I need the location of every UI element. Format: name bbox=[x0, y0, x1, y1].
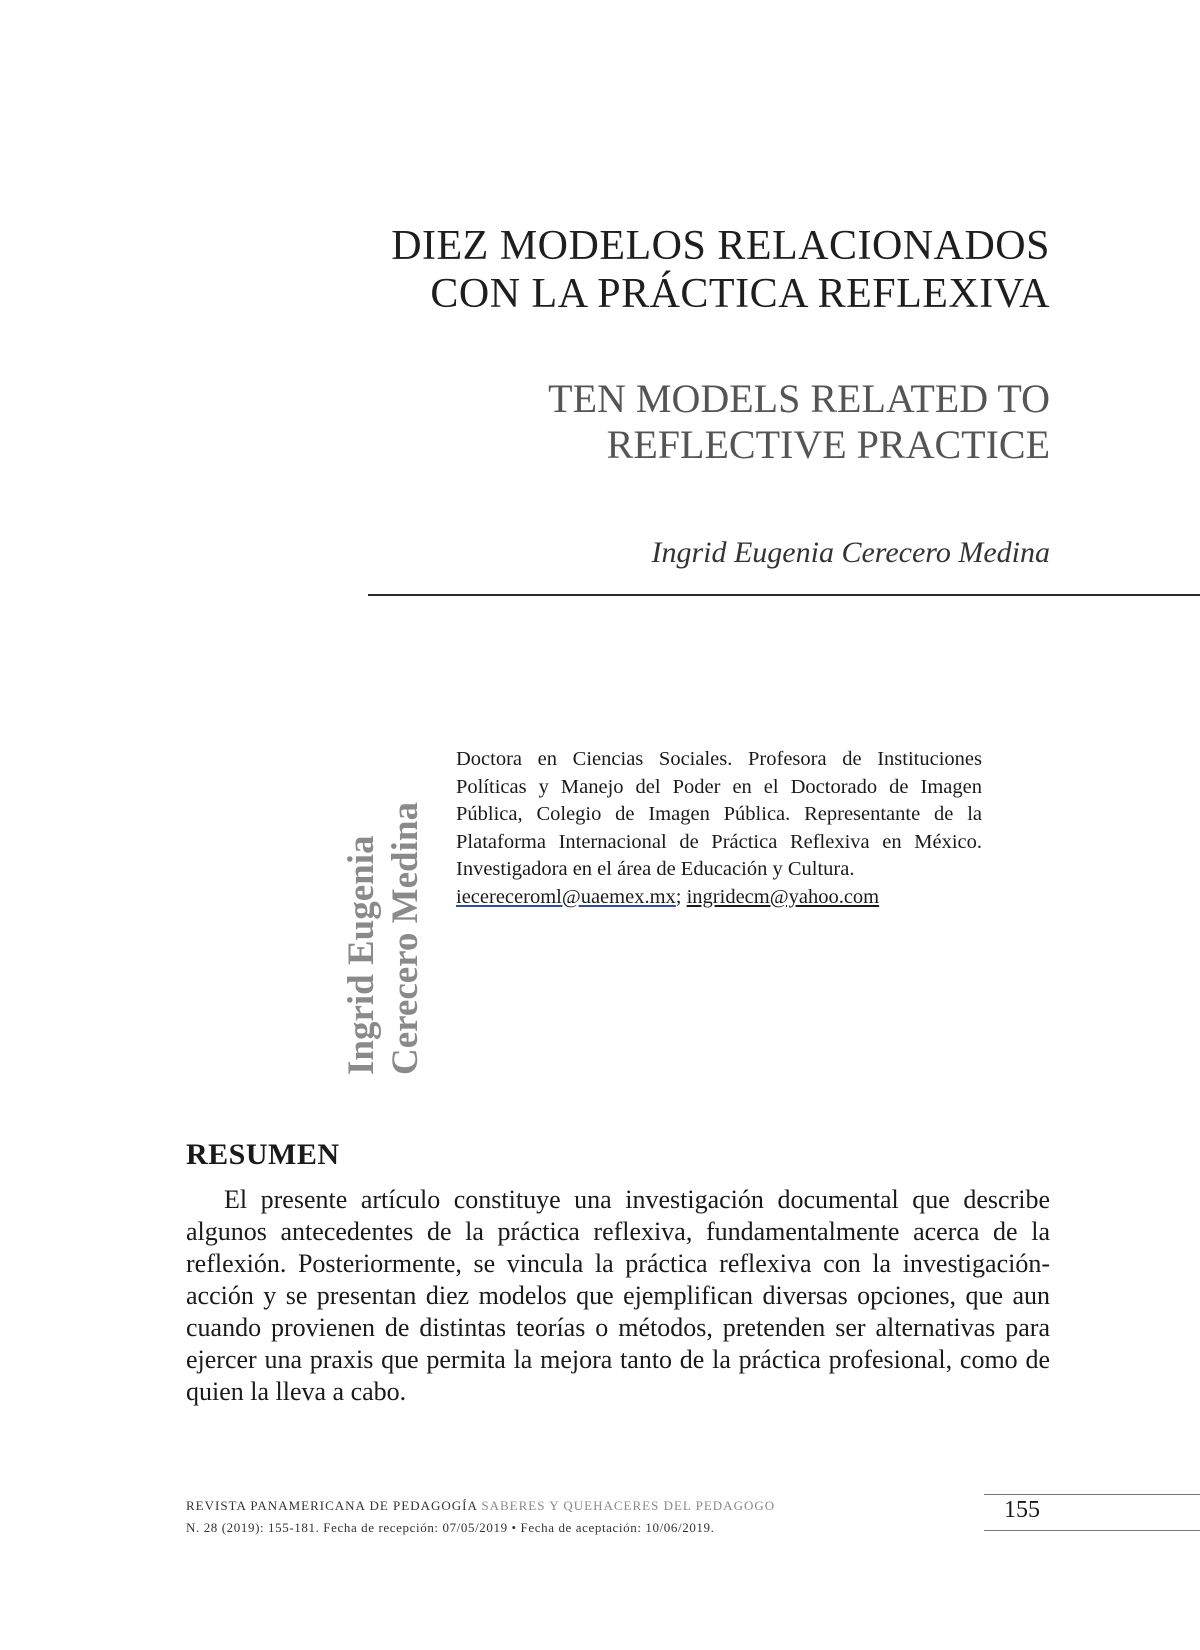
title-divider bbox=[368, 594, 1200, 596]
author-vertical-line-1: Ingrid Eugenia bbox=[341, 835, 382, 1075]
author-bio bbox=[456, 746, 982, 911]
title-english-line-2: REFLECTIVE PRACTICE bbox=[606, 422, 1050, 467]
title-english-line-1: TEN MODELS RELATED TO bbox=[548, 376, 1050, 421]
title-spanish-line-1: DIEZ MODELOS RELACIONADOS bbox=[391, 223, 1050, 269]
title-spanish-line-2: CON LA PRÁCTICA REFLEXIVA bbox=[430, 271, 1050, 317]
email-separator: ; bbox=[675, 885, 682, 908]
abstract-heading: RESUMEN bbox=[186, 1138, 340, 1171]
title-spanish bbox=[290, 222, 1050, 318]
abstract-text: El presente artículo constituye una investigación documental que describe algunos antecedentes de la práctica reflexiva, fundamentalmente acerca de la reflexión. Posteriormente, se vincula la práctica reflexiva con la investigación-acción y se presentan diez modelos que ejemplifican diversas opciones, que aun cuando provienen de distintas teorías o métodos, pretenden ser alternativas para ejercer una praxis que permita la mejora tanto de la práctica profesional, como de quien la lleva a cabo. bbox=[186, 1185, 1050, 1406]
author-emails bbox=[456, 884, 982, 912]
author-bio-text: Doctora en Ciencias Sociales. Profesora de Instituciones Políticas y Manejo del Poder en el Doctorado de Imagen Pública, Colegio de Imagen Pública. Representante de la Plataforma Internacional de Práctica Reflexiva en México. Investigadora en el área de Educación y Cultura. bbox=[456, 748, 982, 880]
title-english bbox=[290, 376, 1050, 468]
footer-journal bbox=[186, 1498, 775, 1514]
author-vertical-label bbox=[340, 745, 430, 1075]
page-number: 155 bbox=[1004, 1497, 1040, 1523]
footer-rule-top bbox=[984, 1494, 1200, 1495]
footer-journal-name: REVISTA PANAMERICANA DE PEDAGOGÍA bbox=[186, 1498, 478, 1513]
footer-meta: N. 28 (2019): 155-181. Fecha de recepción: 07/05/2019 • Fecha de aceptación: 10/06/2019. bbox=[186, 1520, 715, 1535]
footer-journal-subtitle: SABERES Y QUEHACERES DEL PEDAGOGO bbox=[481, 1498, 776, 1513]
footer-rule-bottom bbox=[984, 1530, 1200, 1531]
email-link-primary[interactable]: iecereceroml@uaemex.mx bbox=[456, 885, 676, 908]
author-vertical-line-2: Cerecero Medina bbox=[385, 802, 426, 1075]
author-name: Ingrid Eugenia Cerecero Medina bbox=[651, 536, 1050, 569]
email-link-secondary[interactable]: ingridecm@yahoo.com bbox=[686, 885, 880, 908]
